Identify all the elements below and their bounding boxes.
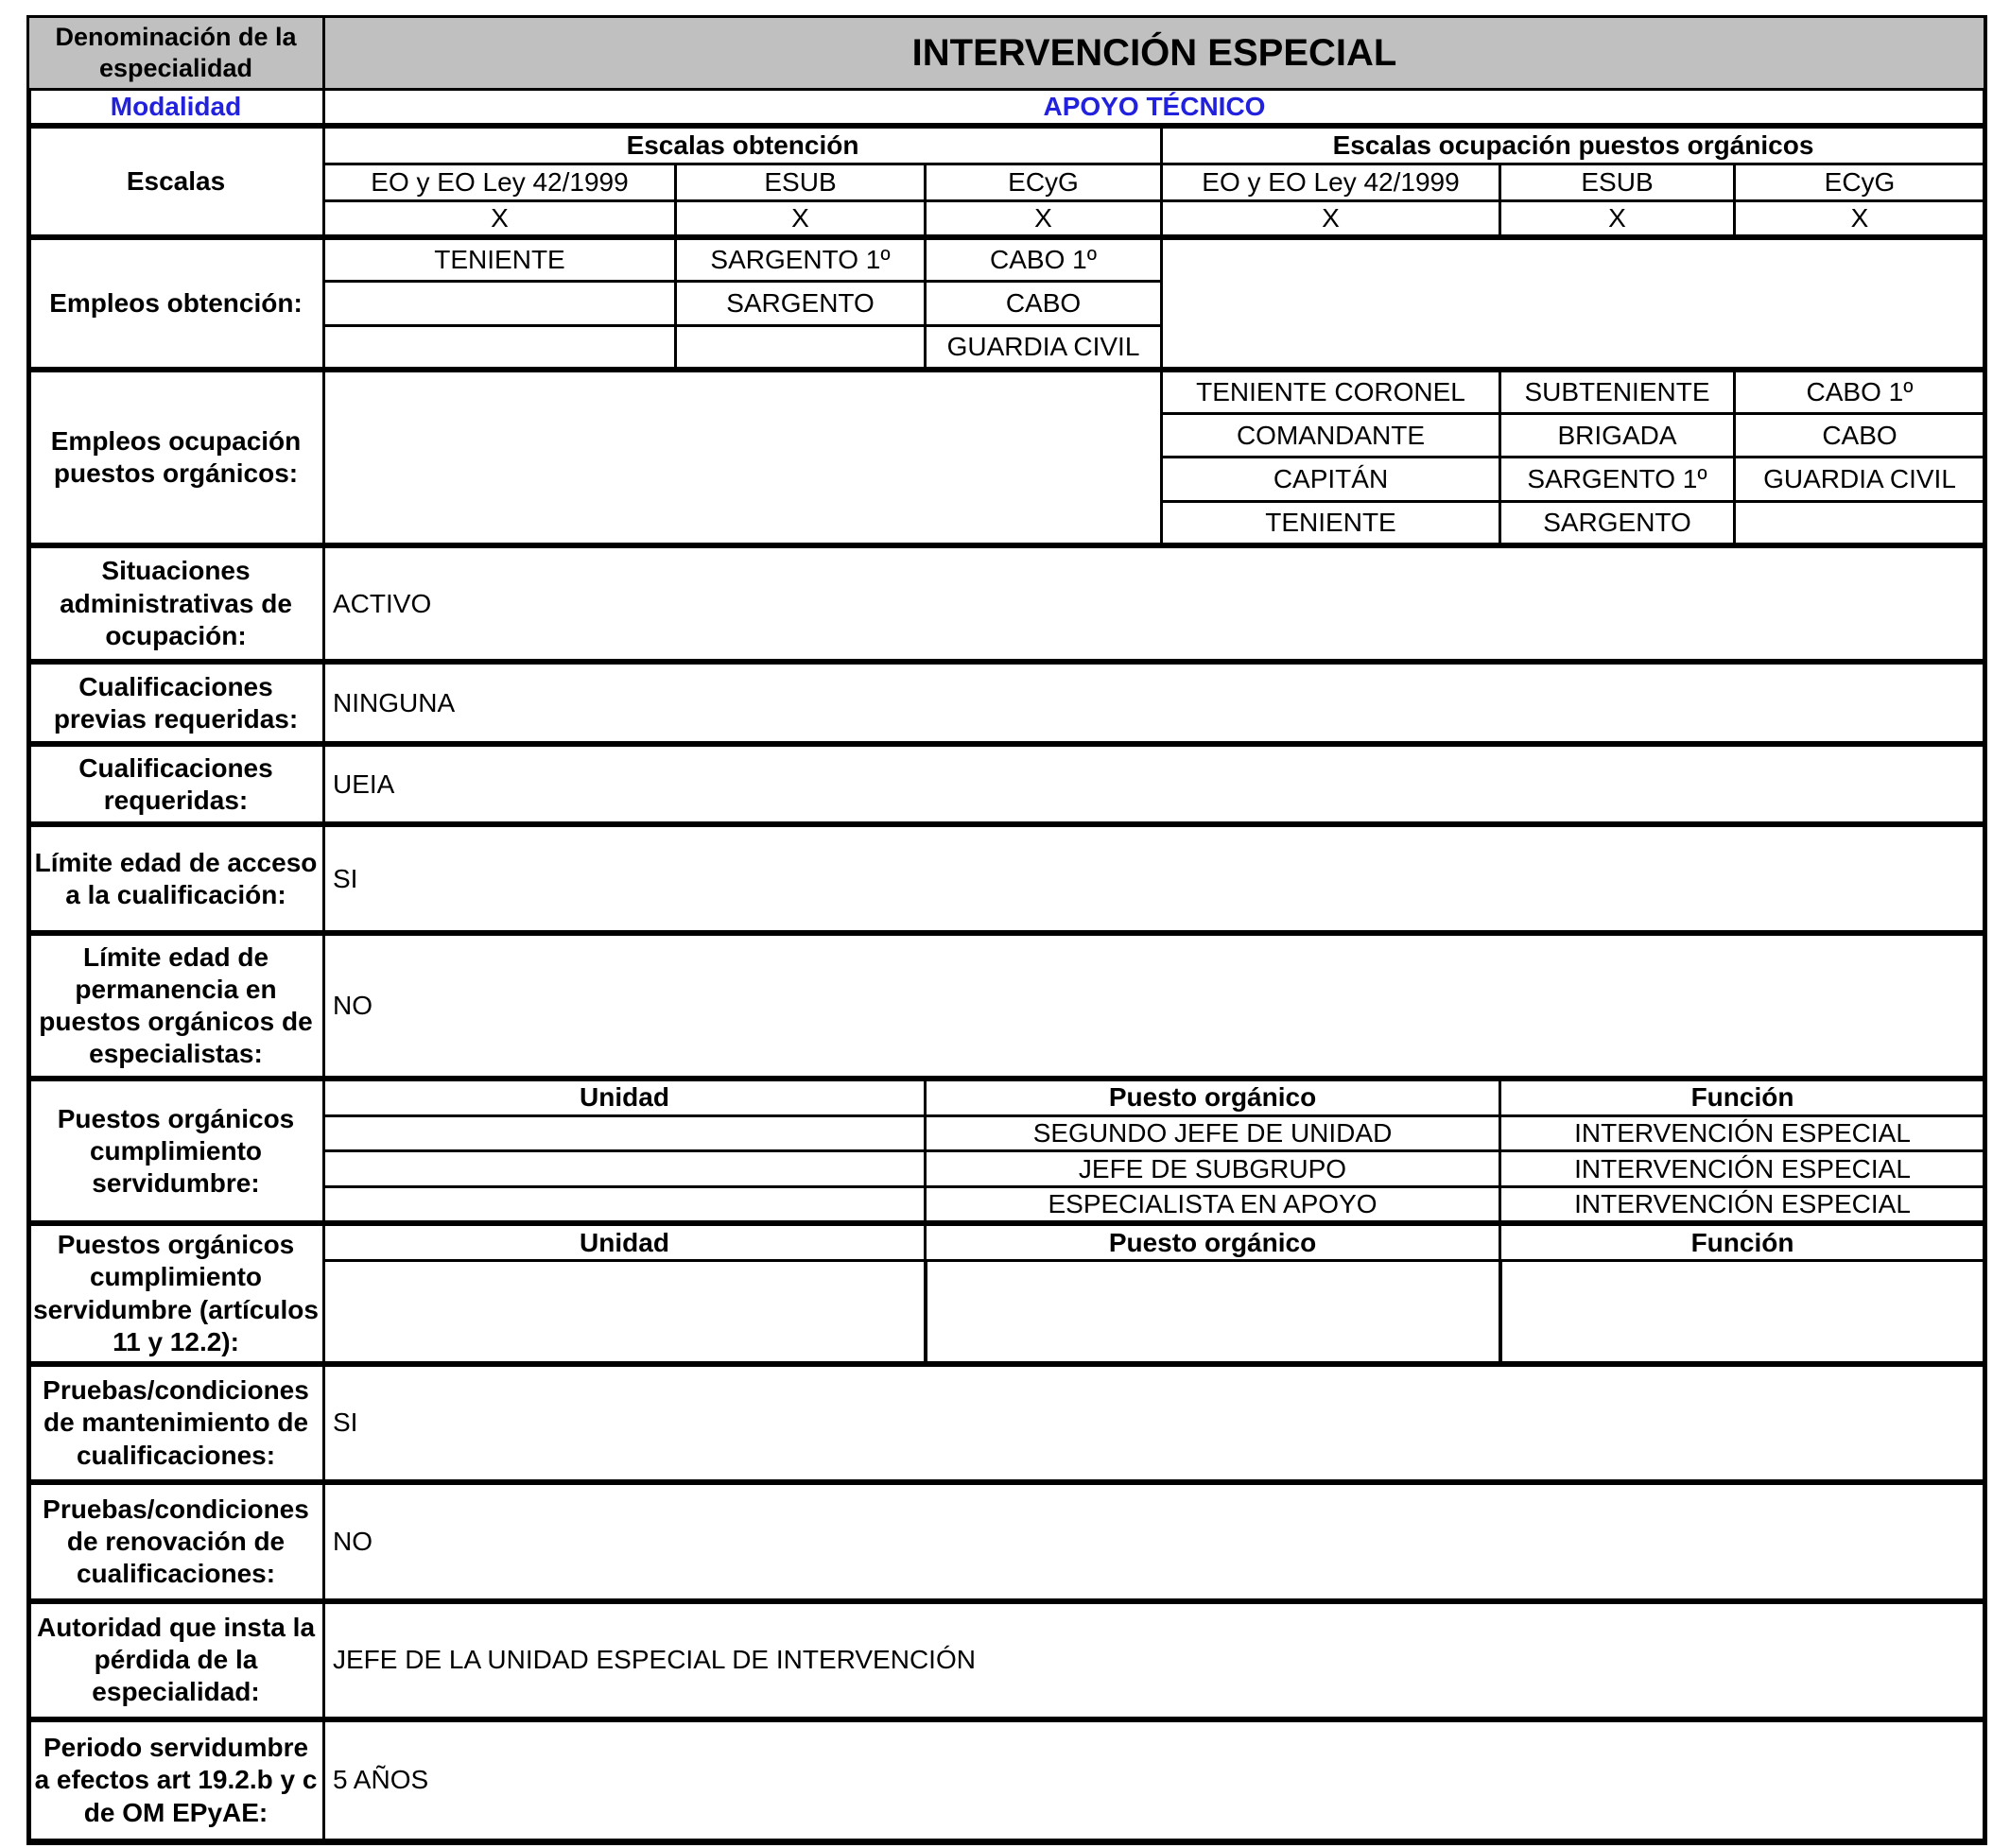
modalidad-label: Modalidad: [28, 89, 324, 126]
empleo-obtencion-cell: SARGENTO: [676, 282, 926, 326]
pruebas-mantenimiento-value: SI: [324, 1364, 1985, 1482]
escala-mark: X: [676, 200, 926, 237]
periodo-value: 5 AÑOS: [324, 1719, 1985, 1840]
empleos-obtencion-label: Empleos obtención:: [28, 237, 324, 370]
cualif-requeridas-value: UEIA: [324, 744, 1985, 824]
escala-mark: X: [1500, 200, 1735, 237]
escala-mark: X: [926, 200, 1162, 237]
puesto-unidad-cell: [324, 1186, 926, 1223]
limite-acceso-label: Límite edad de acceso a la cualificación:: [28, 824, 324, 933]
empleo-obtencion-cell: CABO: [926, 282, 1162, 326]
periodo-label: Periodo servidumbre a efectos art 19.2.b y c de OM EPyAE:: [28, 1719, 324, 1840]
empleo-obtencion-cell: TENIENTE: [324, 237, 676, 282]
puestos-servidumbre-header: Puesto orgánico: [926, 1079, 1500, 1115]
cualif-previas-value: NINGUNA: [324, 662, 1985, 744]
pruebas-renovacion-value: NO: [324, 1482, 1985, 1600]
empleo-ocupacion-cell: SARGENTO 1º: [1500, 458, 1735, 502]
puestos-articulos-unidad-blank: [324, 1261, 926, 1364]
escala-column: ESUB: [676, 164, 926, 200]
escala-column: ESUB: [1500, 164, 1735, 200]
empleo-ocupacion-cell: CAPITÁN: [1162, 458, 1500, 502]
limite-permanencia-label: Límite edad de permanencia en puestos orgánicos de especialistas:: [28, 933, 324, 1079]
puesto-funcion-cell: INTERVENCIÓN ESPECIAL: [1500, 1186, 1985, 1223]
denominacion-label: Denominación de la especialidad: [28, 17, 324, 90]
cualif-previas-label: Cualificaciones previas requeridas:: [28, 662, 324, 744]
empleo-obtencion-cell: SARGENTO 1º: [676, 237, 926, 282]
puestos-articulos-label: Puestos orgánicos cumplimiento servidumbre (artículos 11 y 12.2):: [28, 1223, 324, 1363]
limite-acceso-value: SI: [324, 824, 1985, 933]
empleo-ocupacion-cell: CABO 1º: [1735, 370, 1985, 414]
escalas-ocupacion-header: Escalas ocupación puestos orgánicos: [1162, 126, 1985, 164]
empleos-obtencion-blank: [1162, 237, 1985, 370]
puestos-servidumbre-label: Puestos orgánicos cumplimiento servidumbre:: [28, 1079, 324, 1223]
empleo-ocupacion-cell: BRIGADA: [1500, 413, 1735, 458]
puesto-unidad-cell: [324, 1115, 926, 1151]
empleo-obtencion-cell: CABO 1º: [926, 237, 1162, 282]
puestos-articulos-header: Puesto orgánico: [926, 1223, 1500, 1260]
cualif-requeridas-label: Cualificaciones requeridas:: [28, 744, 324, 824]
empleo-ocupacion-cell: CABO: [1735, 413, 1985, 458]
puestos-servidumbre-header: Unidad: [324, 1079, 926, 1115]
empleo-ocupacion-cell: COMANDANTE: [1162, 413, 1500, 458]
empleo-ocupacion-cell: TENIENTE CORONEL: [1162, 370, 1500, 414]
escala-mark: X: [1162, 200, 1500, 237]
puesto-organico-cell: ESPECIALISTA EN APOYO: [926, 1186, 1500, 1223]
empleo-obtencion-cell: GUARDIA CIVIL: [926, 325, 1162, 370]
specialty-table: [26, 15, 1986, 1841]
escala-column: EO y EO Ley 42/1999: [1162, 164, 1500, 200]
puestos-articulos-header: Función: [1500, 1223, 1985, 1260]
pruebas-mantenimiento-label: Pruebas/condiciones de mantenimiento de cualificaciones:: [28, 1364, 324, 1482]
pruebas-renovacion-label: Pruebas/condiciones de renovación de cualificaciones:: [28, 1482, 324, 1600]
empleos-ocupacion-blank: [324, 370, 1162, 545]
autoridad-value: JEFE DE LA UNIDAD ESPECIAL DE INTERVENCIÓN: [324, 1601, 1985, 1719]
situaciones-value: ACTIVO: [324, 545, 1985, 662]
empleo-ocupacion-cell: TENIENTE: [1162, 501, 1500, 545]
escalas-obtencion-header: Escalas obtención: [324, 126, 1162, 164]
empleos-ocupacion-label: Empleos ocupación puestos orgánicos:: [28, 370, 324, 545]
limite-permanencia-value: NO: [324, 933, 1985, 1079]
autoridad-label: Autoridad que insta la pérdida de la especialidad:: [28, 1601, 324, 1719]
modalidad-value: APOYO TÉCNICO: [324, 89, 1985, 126]
puesto-funcion-cell: INTERVENCIÓN ESPECIAL: [1500, 1151, 1985, 1187]
empleo-ocupacion-cell: GUARDIA CIVIL: [1735, 458, 1985, 502]
escala-mark: X: [1735, 200, 1985, 237]
empleo-ocupacion-cell: SARGENTO: [1500, 501, 1735, 545]
puestos-articulos-puesto-blank: [926, 1261, 1500, 1364]
escala-mark: X: [324, 200, 676, 237]
empleo-obtencion-cell: [324, 282, 676, 326]
puesto-unidad-cell: [324, 1151, 926, 1187]
escala-column: EO y EO Ley 42/1999: [324, 164, 676, 200]
empleo-ocupacion-cell: [1735, 501, 1985, 545]
puesto-organico-cell: JEFE DE SUBGRUPO: [926, 1151, 1500, 1187]
situaciones-label: Situaciones administrativas de ocupación:: [28, 545, 324, 662]
puestos-articulos-header: Unidad: [324, 1223, 926, 1260]
puesto-funcion-cell: INTERVENCIÓN ESPECIAL: [1500, 1115, 1985, 1151]
escala-column: ECyG: [926, 164, 1162, 200]
empleo-obtencion-cell: [324, 325, 676, 370]
empleo-ocupacion-cell: SUBTENIENTE: [1500, 370, 1735, 414]
puesto-organico-cell: SEGUNDO JEFE DE UNIDAD: [926, 1115, 1500, 1151]
puestos-articulos-funcion-blank: [1500, 1261, 1985, 1364]
puestos-servidumbre-header: Función: [1500, 1079, 1985, 1115]
empleo-obtencion-cell: [676, 325, 926, 370]
escala-column: ECyG: [1735, 164, 1985, 200]
escalas-label: Escalas: [28, 126, 324, 237]
page-title: INTERVENCIÓN ESPECIAL: [324, 17, 1985, 90]
